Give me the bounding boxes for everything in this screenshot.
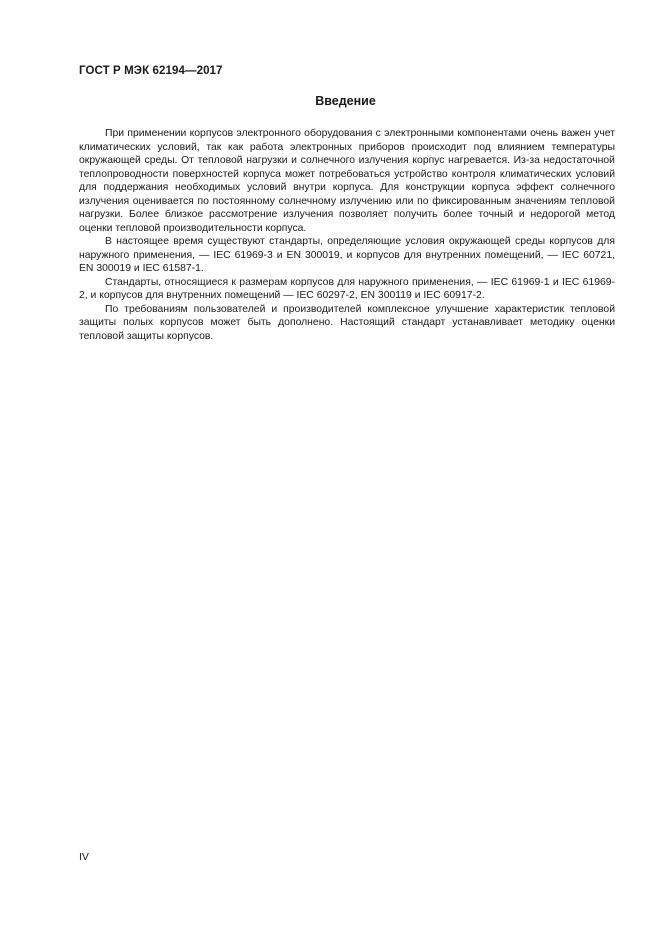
paragraph-4: По требованиям пользователей и производителей комплексное улучшение характеристик тепловой защиты полых корпусов может быть дополнено. Настоящий стандарт устанавливает методику оценки тепловой защиты корпусов.: [79, 303, 615, 342]
document-code-header: ГОСТ Р МЭК 62194—2017: [79, 65, 223, 77]
paragraph-2: В настоящее время существуют стандарты, определяющие условия окружающей среды корпусов для наружного применения, — IEC 61969-3 и EN 300019, и корпусов для внутренних помещений, — IEC 60721, EN 300019 и IEC 61587-1.: [79, 236, 615, 274]
paragraph-1: При применении корпусов электронного оборудования с электронными компонентами очень важен учет климатических условий, так как работа электронных приборов происходит под влиянием температуры окружающей среды. От тепловой нагрузки и солнечного излучения корпус нагревается. Из-за недостаточной теплопроводности поверхностей корпуса может потребоваться устройство контроля климатических условий для поддержания необходимых условий внутри корпуса. Для конструкции корпуса эффект солнечного излучения оценивается по постоянному солнечному излучению или по фиксированным значениям тепловой нагрузки. Более близкое рассмотрение излучения позволяет получить более точный и недорогой метод оценки тепловой производительности корпуса.: [79, 128, 615, 234]
page-number: IV: [79, 851, 89, 863]
body-text: [79, 127, 615, 343]
paragraph-3: Стандарты, относящиеся к размерам корпусов для наружного применения, — IEC 61969-1 и IEC 61969-2, и корпусов для внутренних помещений — IEC 60297-2, EN 300119 и IEC 60917-2.: [79, 276, 615, 301]
section-title: Введение: [315, 94, 376, 108]
